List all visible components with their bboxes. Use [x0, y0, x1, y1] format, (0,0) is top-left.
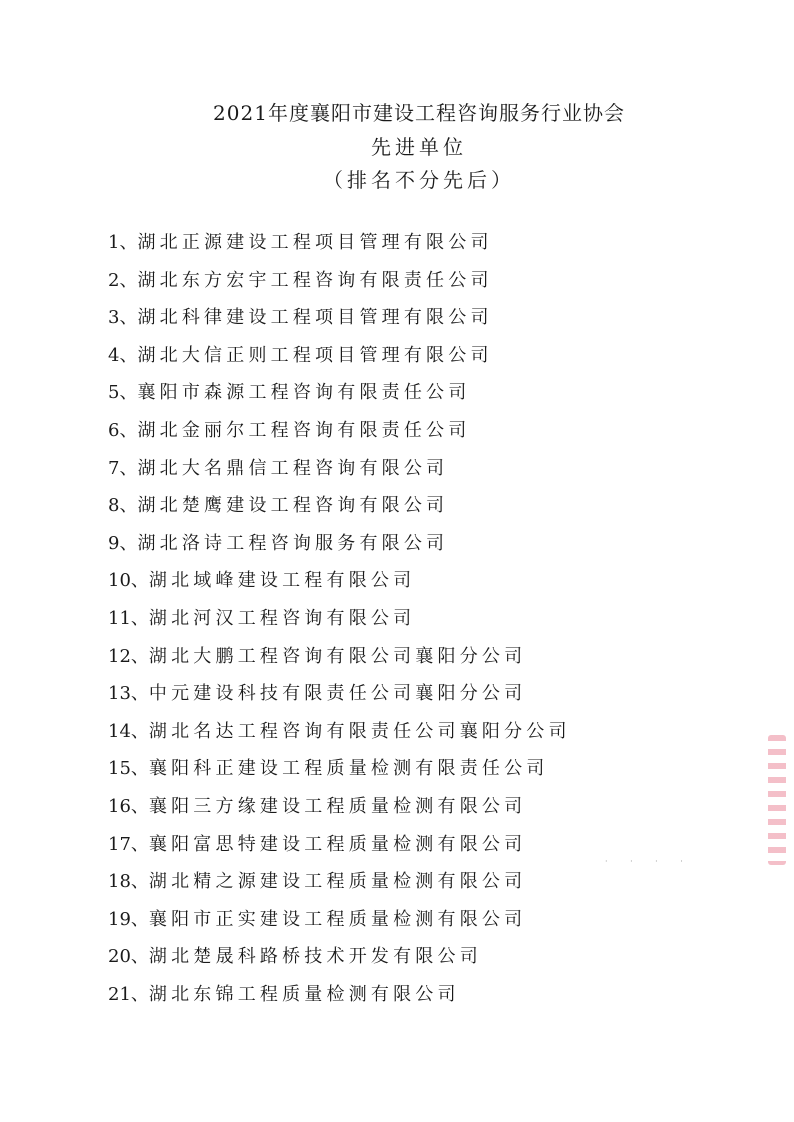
item-number: 6、 — [108, 419, 138, 441]
item-number: 20、 — [108, 946, 149, 968]
company-name: 湖北金丽尔工程咨询有限责任公司 — [137, 419, 471, 441]
company-name: 湖北名达工程咨询有限责任公司襄阳分公司 — [148, 720, 571, 742]
item-number: 7、 — [108, 457, 138, 479]
item-number: 19、 — [108, 908, 149, 930]
ranking-note: （排名不分先后） — [323, 168, 515, 192]
company-name: 襄阳富思特建设工程质量检测有限公司 — [148, 833, 527, 855]
item-number: 3、 — [108, 307, 138, 329]
company-name: 湖北大信正则工程项目管理有限公司 — [137, 344, 493, 366]
item-number: 5、 — [108, 382, 138, 404]
seal-stamp-edge — [768, 735, 786, 865]
item-number: 1、 — [108, 232, 138, 253]
list-item — [108, 342, 571, 380]
item-number: 16、 — [108, 795, 149, 817]
item-number: 18、 — [108, 871, 149, 893]
company-name: 中元建设科技有限责任公司襄阳分公司 — [148, 683, 527, 705]
item-number: 2、 — [108, 269, 138, 291]
item-number: 17、 — [108, 833, 149, 855]
list-item — [108, 793, 571, 831]
list-item — [108, 943, 571, 981]
list-item — [108, 492, 571, 530]
item-number: 10、 — [108, 570, 149, 592]
company-name: 湖北正源建设工程项目管理有限公司 — [137, 232, 493, 253]
company-name: 湖北洛诗工程咨询服务有限公司 — [137, 532, 449, 554]
list-item — [108, 868, 571, 906]
company-name: 襄阳三方缘建设工程质量检测有限公司 — [148, 795, 527, 817]
item-number: 14、 — [108, 720, 149, 742]
list-item — [108, 567, 571, 605]
company-name: 湖北科律建设工程项目管理有限公司 — [137, 307, 493, 329]
company-name: 湖北楚鹰建设工程咨询有限公司 — [137, 495, 449, 517]
item-number: 15、 — [108, 758, 149, 780]
list-item — [108, 455, 571, 493]
item-number: 8、 — [108, 495, 138, 517]
item-number: 11、 — [108, 607, 149, 629]
company-name: 襄阳市森源工程咨询有限责任公司 — [137, 382, 471, 404]
company-list — [108, 229, 571, 1018]
list-item — [108, 906, 571, 944]
list-item — [108, 605, 571, 643]
company-name: 湖北河汉工程咨询有限公司 — [148, 607, 416, 629]
company-name: 襄阳市正实建设工程质量检测有限公司 — [148, 908, 527, 930]
item-number: 13、 — [108, 683, 149, 705]
list-item — [108, 530, 571, 568]
company-name: 湖北东锦工程质量检测有限公司 — [148, 983, 460, 1005]
list-item — [108, 718, 571, 756]
company-name: 湖北大名鼎信工程咨询有限公司 — [137, 457, 449, 479]
company-name: 湖北域峰建设工程有限公司 — [148, 570, 416, 592]
list-item — [108, 643, 571, 681]
document-subtitle: 先进单位 — [371, 135, 467, 159]
item-number: 9、 — [108, 532, 138, 554]
company-name: 湖北东方宏宇工程咨询有限责任公司 — [137, 269, 493, 291]
list-item — [108, 304, 571, 342]
company-name: 湖北大鹏工程咨询有限公司襄阳分公司 — [148, 645, 527, 667]
company-name: 湖北楚晟科路桥技术开发有限公司 — [148, 946, 482, 968]
list-item — [108, 267, 571, 305]
list-item — [108, 379, 571, 417]
item-number: 21、 — [108, 983, 149, 1005]
item-number: 4、 — [108, 344, 138, 366]
list-item — [108, 229, 571, 267]
item-number: 12、 — [108, 645, 149, 667]
scan-specks: · · · · — [605, 857, 693, 866]
document-title: 2021年度襄阳市建设工程咨询服务行业协会 — [213, 101, 625, 125]
list-item — [108, 680, 571, 718]
list-item — [108, 831, 571, 869]
list-item — [108, 417, 571, 455]
company-name: 襄阳科正建设工程质量检测有限责任公司 — [148, 758, 549, 780]
list-item — [108, 981, 571, 1019]
company-name: 湖北精之源建设工程质量检测有限公司 — [148, 871, 527, 893]
list-item — [108, 755, 571, 793]
